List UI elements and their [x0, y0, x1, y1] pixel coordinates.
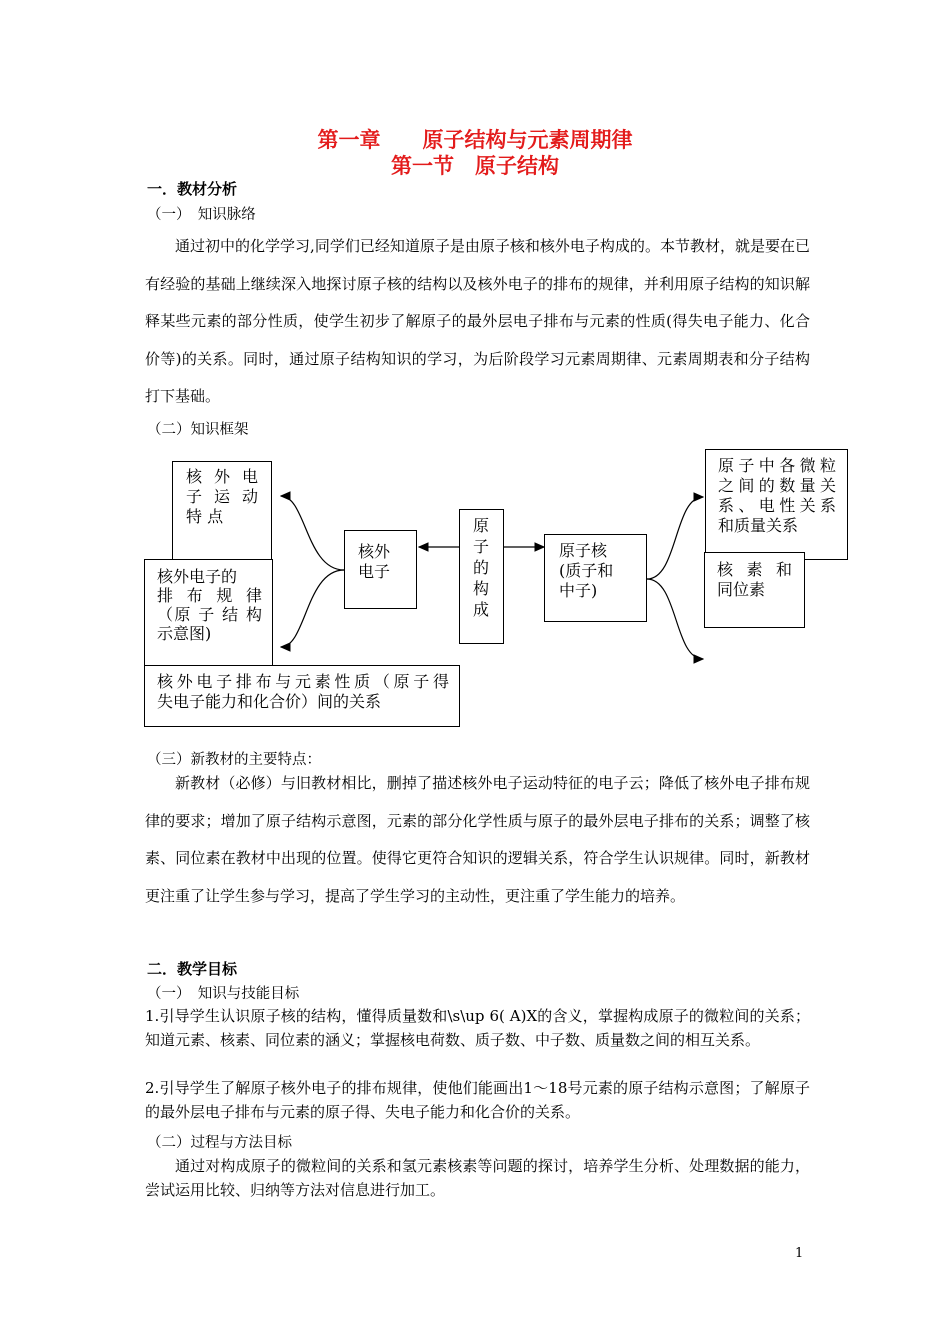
- line: 示意图): [157, 624, 212, 643]
- line: (质子和: [559, 561, 614, 580]
- section-heading-objectives: 二．教学目标: [147, 960, 238, 978]
- line: 失电子能力和化合价）间的关系: [157, 692, 382, 711]
- box-nucleus: [544, 534, 647, 622]
- line: 电子: [358, 562, 391, 581]
- box-electron-arrangement-rules: [144, 559, 273, 666]
- subheading-new-textbook-features: （三）新教材的主要特点：: [147, 752, 321, 768]
- line: 和质量关系: [718, 516, 799, 535]
- right-brace: [647, 497, 703, 579]
- line: 之间的数量关: [718, 476, 836, 495]
- goal-1: 1.引导学生认识原子核的结构，懂得质量数和\s\up 6( A)X的含义，掌握构成原子的微粒间的关系；知道元素、核素、同位素的涵义；掌握核电荷数、质子数、中子数、质量数之间的相互关系。: [145, 1007, 810, 1049]
- line: 系、电性关系: [718, 496, 836, 515]
- paragraph-process-methods: 通过对构成原子的微粒间的关系和氢元素核素等问题的探讨，培养学生分析、处理数据的能力，尝试运用比较、归纳等方法对信息进行加工。: [145, 1157, 810, 1199]
- box-nuclides-isotopes: [704, 552, 805, 628]
- page-number: 1: [795, 1246, 804, 1261]
- char: 成: [473, 600, 490, 619]
- line: 核外电子的: [157, 567, 238, 586]
- subheading-knowledge-skills: （一） 知识与技能目标: [147, 986, 300, 1002]
- line: 原子中各微粒: [718, 456, 836, 475]
- paragraph-new-textbook-features: 新教材（必修）与旧教材相比，删掉了描述核外电子运动特征的电子云；降低了核外电子排布规律的要求；增加了原子结构示意图，元素的部分化学性质与原子的最外层电子排布的关系；调整了核素、同位素在教材中出现的位置。使得它更符合知识的逻辑关系，符合学生认识规律。同时，新教材更注重了让学生参与学习，提高了学生学习的主动性，更注重了学生能力的培养。: [145, 774, 810, 905]
- line: 原子核: [559, 541, 608, 560]
- line: 核 外 电: [186, 467, 258, 486]
- line: 同位素: [717, 580, 766, 599]
- line: 核 素 和: [717, 560, 792, 579]
- box-electron-motion: [172, 461, 272, 560]
- line: 特 点: [186, 507, 224, 526]
- line: （原 子 结 构: [157, 605, 262, 624]
- section-heading-analysis: 一．教材分析: [147, 180, 238, 198]
- line: 中子): [559, 581, 598, 600]
- char: 子: [473, 537, 490, 556]
- paragraph-knowledge-context: 通过初中的化学学习,同学们已经知道原子是由原子核和核外电子构成的。本节教材，就是要在已有经验的基础上继续深入地探讨原子核的结构以及核外电子的排布的规律，并利用原子结构的知识解释某些元素的部分性质，使学生初步了解原子的最外层电子排布与元素的性质(得失电子能力、化合价等)的关系。同时，通过原子结构知识的学习，为后阶段学习元素周期律、元素周期表和分子结构打下基础。: [145, 237, 810, 405]
- subheading-knowledge-context: （一） 知识脉络: [147, 207, 256, 223]
- line: 核外电子排布与元素性质（原子得: [157, 672, 449, 691]
- box-atom-composition: [459, 509, 504, 644]
- subheading-process-methods: （二）过程与方法目标: [147, 1135, 292, 1151]
- line: 子 运 动: [186, 487, 258, 506]
- char: 原: [473, 516, 490, 535]
- subheading-knowledge-framework: （二）知识框架: [147, 422, 249, 438]
- box-arrangement-and-properties: [144, 665, 460, 727]
- box-particle-relations: [705, 449, 848, 560]
- box-extranuclear-electrons: [344, 530, 417, 609]
- section-title: 第一节 原子结构: [391, 154, 559, 178]
- line: 核外: [358, 542, 391, 561]
- char: 的: [473, 558, 490, 577]
- line: 排 布 规 律: [157, 586, 262, 605]
- left-brace: [281, 496, 344, 570]
- char: 构: [473, 579, 490, 598]
- goal-2: 2.引导学生了解原子核外电子的排布规律，使他们能画出1～18号元素的原子结构示意图；了解原子的最外层电子排布与元素的原子得、失电子能力和化合价的关系。: [145, 1079, 810, 1121]
- chapter-title: 第一章 原子结构与元素周期律: [317, 128, 633, 152]
